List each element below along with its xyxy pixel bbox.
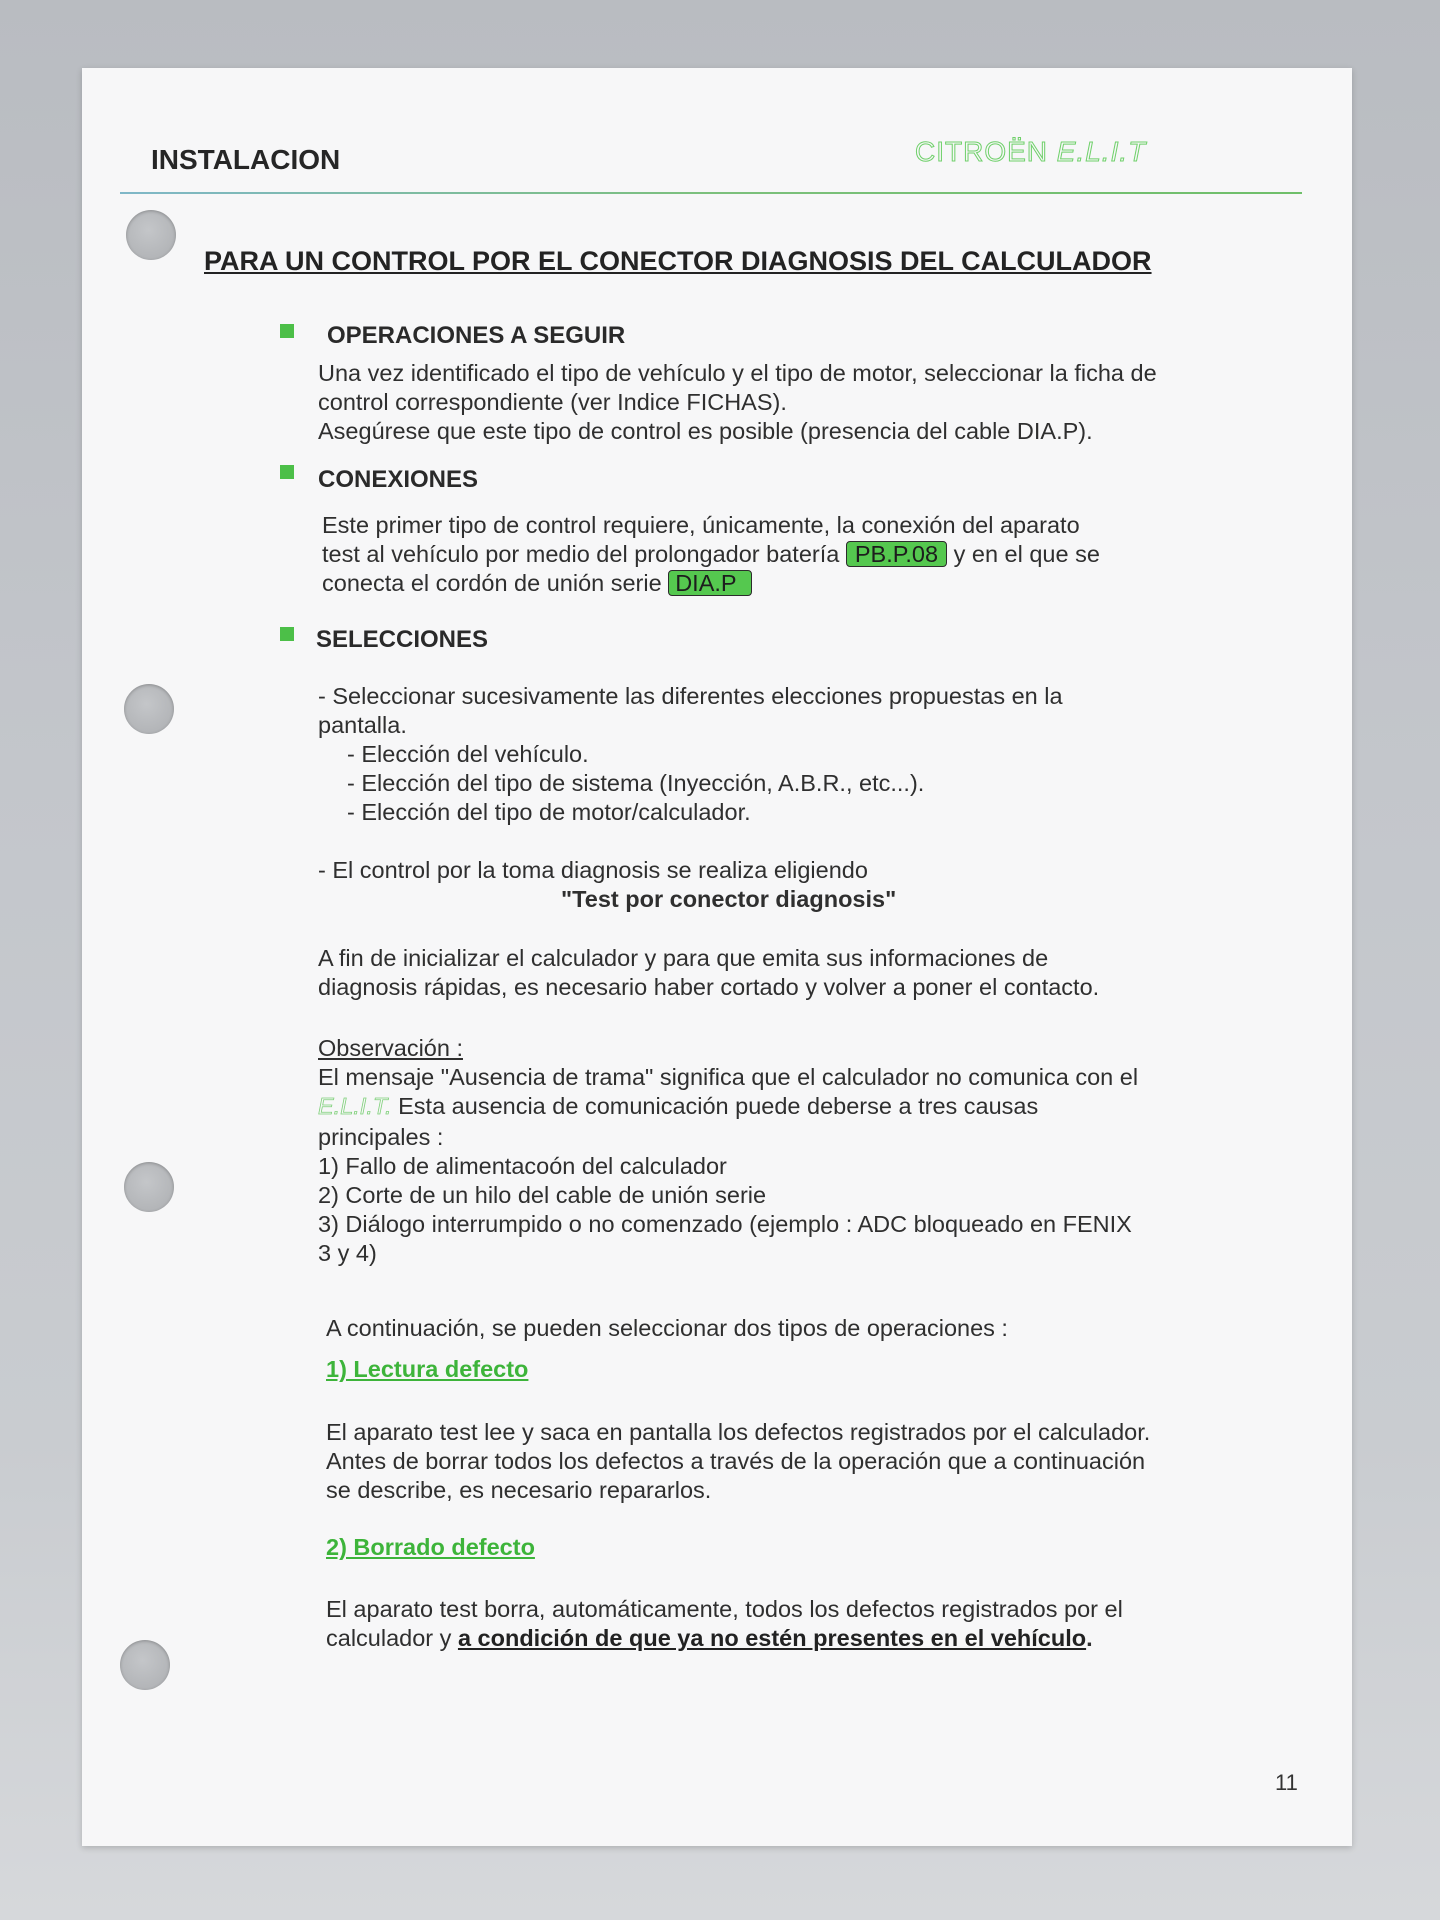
operaciones-text: Una vez identificado el tipo de vehículo y el tipo de motor, seleccionar la ficha de control correspondiente (ver Indice FICHAS). Asegúrese que este tipo de control es posible (presencia del cable DIA.P). <box>318 360 1157 444</box>
toma-diagnosis-text: - El control por la toma diagnosis se realiza eligiendo "Test por conector diagnosis" <box>318 857 897 912</box>
binder-hole <box>120 1640 170 1690</box>
observacion-heading: Observación : <box>318 1035 463 1061</box>
brand-logo: CITROËN E.L.I.T <box>915 136 1147 167</box>
header-divider <box>120 192 1302 194</box>
bullet-square-icon <box>280 627 294 641</box>
binder-hole <box>124 1162 174 1212</box>
bullet-square-icon <box>280 465 294 479</box>
elit-brand-mark: E.L.I.T. <box>318 1093 392 1119</box>
conexiones-text: Este primer tipo de control requiere, únicamente, la conexión del aparato test al vehículo por medio del prolongador batería PB.P.08 y en el que se conecta el cordón de unión serie DIA.P <box>322 512 1100 596</box>
section-heading-conexiones: CONEXIONES <box>318 466 479 493</box>
page-title: PARA UN CONTROL POR EL CONECTOR DIAGNOSIS DEL CALCULADOR <box>204 246 1152 276</box>
section-header: INSTALACION <box>151 144 341 175</box>
connector-tag-pbp08: PB.P.08 <box>846 541 947 567</box>
selecciones-text: - Seleccionar sucesivamente las diferentes elecciones propuestas en la pantalla. - Elección del vehículo. - Elección del tipo de sistema (Inyección, A.B.R., etc...). - Elección del tipo de motor/calculador. <box>318 683 1063 825</box>
op1-title: 1) Lectura defecto <box>326 1356 529 1382</box>
document-page <box>82 68 1352 1846</box>
page-number: 11 <box>1275 1770 1298 1795</box>
bullet-square-icon <box>280 324 294 338</box>
inicializar-text: A fin de inicializar el calculador y para que emita sus informaciones de diagnosis rápidas, es necesario haber cortado y volver a poner el contacto. <box>318 945 1100 1000</box>
binder-hole <box>126 210 176 260</box>
observacion-text: Observación : El mensaje "Ausencia de trama" significa que el calculador no comunica con el E.L.I.T. Esta ausencia de comunicación puede deberse a tres causas principales : 1) Fallo de alimentacoón del calculador 2) Corte de un hilo del cable de unión serie 3) Diálogo interrumpido o no comenzado (ejemplo : ADC bloqueado en FENIX 3 y 4) <box>318 1035 1139 1266</box>
op1-text: El aparato test lee y saca en pantalla los defectos registrados por el calculador. Antes de borrar todos los defectos a través de la operación que a continuación se describe, es necesario repararlos. <box>326 1419 1151 1503</box>
op2-title: 2) Borrado defecto <box>326 1534 535 1560</box>
binder-hole <box>124 684 174 734</box>
operations-intro: A continuación, se pueden seleccionar dos tipos de operaciones : <box>326 1315 1008 1341</box>
section-heading-operaciones: OPERACIONES A SEGUIR <box>327 322 626 349</box>
section-heading-selecciones: SELECCIONES <box>316 626 489 653</box>
op2-text: El aparato test borra, automáticamente, todos los defectos registrados por el calculador y a condición de que ya no estén presentes en el vehículo. <box>326 1596 1123 1651</box>
connector-tag-diap: DIA.P <box>668 570 751 596</box>
